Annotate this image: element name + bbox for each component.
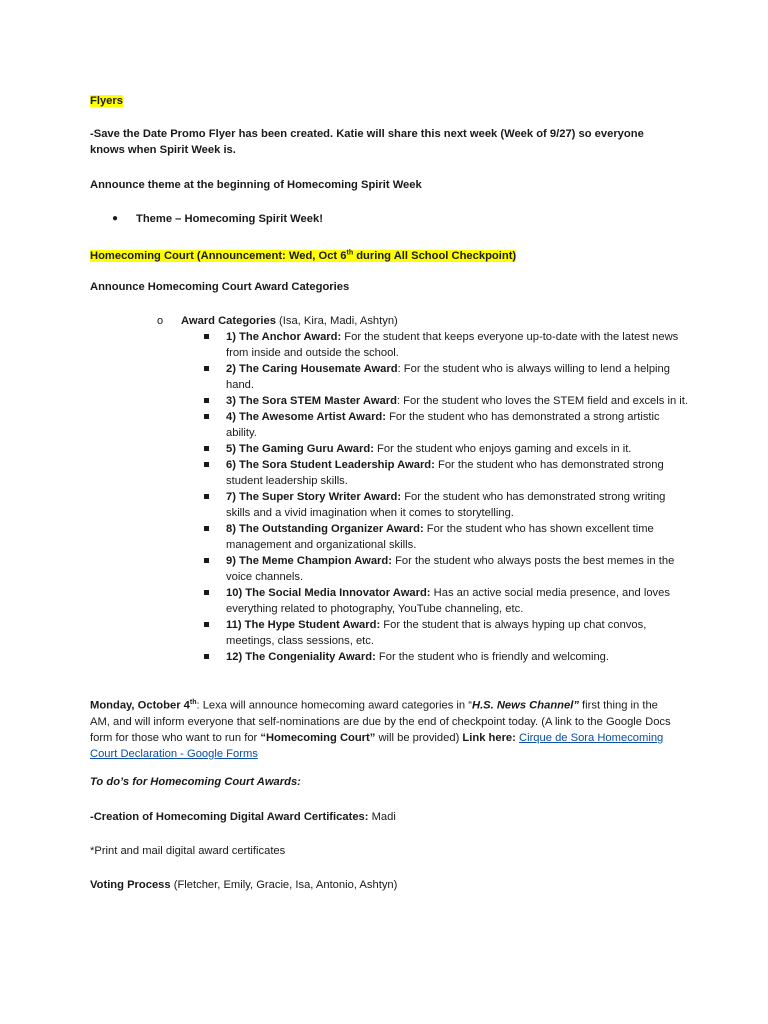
award-desc: : For the student who loves the STEM field and excels in it. bbox=[396, 395, 688, 407]
monday-paragraph bbox=[90, 695, 680, 762]
award-name: 12) The Congeniality Award: bbox=[226, 651, 376, 663]
square-bullet-icon bbox=[204, 654, 209, 659]
square-bullet-icon bbox=[204, 590, 209, 595]
voting-label: Voting Process bbox=[90, 879, 171, 891]
theme-bullet-text: Theme – Homecoming Spirit Week! bbox=[136, 213, 323, 225]
award-item bbox=[202, 441, 692, 457]
monday-part3: will be provided) bbox=[375, 731, 463, 744]
award-desc: For the student that keeps everyone up-to-date with the latest news from inside and outside the school. bbox=[226, 331, 679, 359]
square-bullet-icon bbox=[204, 334, 209, 339]
award-desc: For the student who is friendly and welcoming. bbox=[375, 651, 610, 663]
court-title-text bbox=[90, 250, 516, 262]
award-item bbox=[202, 617, 692, 649]
monday-day-sup: th bbox=[189, 699, 197, 706]
monday-part1: : Lexa will announce homecoming award categories in “ bbox=[196, 699, 472, 712]
award-name: 10) The Social Media Innovator Award: bbox=[226, 587, 431, 599]
flyers-title: Flyers bbox=[90, 95, 123, 107]
court-categories-heading: Announce Homecoming Court Award Categories bbox=[90, 281, 350, 293]
award-item bbox=[202, 585, 692, 617]
court-title-prefix: Homecoming Court (Announcement: Wed, Oct 6 bbox=[90, 249, 347, 262]
award-name: 5) The Gaming Guru Award: bbox=[226, 443, 374, 455]
flyers-heading bbox=[90, 93, 690, 109]
homecoming-court-heading bbox=[90, 245, 690, 264]
flyers-text: -Save the Date Promo Flyer has been created. Katie will share this next week (Week of 9/27) so everyone knows when Spirit Week is. bbox=[90, 128, 644, 156]
monday-court: “Homecoming Court” bbox=[260, 731, 376, 744]
circle-bullet-icon: o bbox=[157, 315, 164, 327]
square-bullet-icon bbox=[204, 366, 209, 371]
square-bullet-icon bbox=[204, 398, 209, 403]
square-bullet-icon bbox=[204, 622, 209, 627]
bullet-icon: ● bbox=[112, 213, 119, 224]
creation-line bbox=[90, 809, 690, 825]
award-name: 2) The Caring Housemate Award bbox=[226, 363, 398, 375]
award-desc: For the student who enjoys gaming and excels in it. bbox=[373, 443, 632, 455]
award-item bbox=[202, 553, 692, 585]
square-bullet-icon bbox=[204, 414, 209, 419]
award-categories-label: Award Categories bbox=[181, 315, 276, 327]
award-item bbox=[202, 489, 692, 521]
todos-heading: To do’s for Homecoming Court Awards: bbox=[90, 776, 301, 788]
square-bullet-icon bbox=[204, 446, 209, 451]
voting-people: (Fletcher, Emily, Gracie, Isa, Antonio, Ashtyn) bbox=[170, 879, 398, 891]
award-item bbox=[202, 649, 692, 665]
creation-label: -Creation of Homecoming Digital Award Certificates: bbox=[90, 811, 369, 823]
monday-channel: H.S. News Channel” bbox=[471, 699, 579, 712]
award-name: 3) The Sora STEM Master Award bbox=[226, 395, 397, 407]
voting-line bbox=[90, 877, 690, 893]
award-item bbox=[202, 329, 692, 361]
award-categories-text bbox=[181, 313, 398, 329]
square-bullet-icon bbox=[204, 526, 209, 531]
monday-part2: first thing in the AM, and will inform everyone that self-nominations are due by the end of checkpoint today. (A link to the Google Docs form for those who want to run for bbox=[90, 699, 671, 744]
square-bullet-icon bbox=[204, 494, 209, 499]
creation-who: Madi bbox=[368, 811, 396, 823]
award-item bbox=[202, 393, 692, 409]
award-desc: For the student that is always hyping up chat convos, meetings, class sessions, etc. bbox=[226, 619, 647, 647]
court-title-sup: th bbox=[346, 249, 354, 256]
court-title-suffix: during All School Checkpoint) bbox=[353, 249, 517, 262]
award-item bbox=[202, 409, 692, 441]
award-item bbox=[202, 521, 692, 553]
award-desc: For the student who has demonstrated strong student leadership skills. bbox=[226, 459, 664, 487]
award-name: 4) The Awesome Artist Award: bbox=[226, 411, 386, 423]
award-item bbox=[202, 361, 692, 393]
award-name: 11) The Hype Student Award: bbox=[226, 619, 381, 631]
award-desc: For the student who has shown excellent time management and organizational skills. bbox=[226, 523, 654, 551]
award-name: 6) The Sora Student Leadership Award: bbox=[226, 459, 435, 471]
award-item bbox=[202, 457, 692, 489]
square-bullet-icon bbox=[204, 462, 209, 467]
print-line: *Print and mail digital award certificates bbox=[90, 845, 286, 857]
award-desc: For the student who has demonstrated strong writing skills and a vivid imagination when it comes to storytelling. bbox=[226, 491, 666, 519]
award-name: 1) The Anchor Award: bbox=[226, 331, 342, 343]
google-forms-link[interactable]: Cirque de Sora Homecoming Court Declaration - Google Forms bbox=[90, 731, 664, 760]
award-desc: : For the student who is always willing to lend a helping hand. bbox=[226, 363, 670, 391]
awards-list bbox=[202, 329, 692, 665]
square-bullet-icon bbox=[204, 558, 209, 563]
award-name: 8) The Outstanding Organizer Award: bbox=[226, 523, 424, 535]
award-categories-people: (Isa, Kira, Madi, Ashtyn) bbox=[275, 315, 398, 327]
award-desc: For the student who always posts the best memes in the voice channels. bbox=[226, 555, 675, 583]
announce-theme-text: Announce theme at the beginning of Homecoming Spirit Week bbox=[90, 179, 422, 191]
monday-link-label: Link here: bbox=[462, 731, 516, 744]
award-desc: For the student who has demonstrated a strong artistic ability. bbox=[226, 411, 660, 439]
award-name: 7) The Super Story Writer Award: bbox=[226, 491, 402, 503]
monday-day: Monday, October 4 bbox=[90, 699, 190, 712]
award-desc: Has an active social media presence, and loves everything related to photography, YouTube channeling, etc. bbox=[226, 587, 670, 615]
award-name: 9) The Meme Champion Award: bbox=[226, 555, 392, 567]
